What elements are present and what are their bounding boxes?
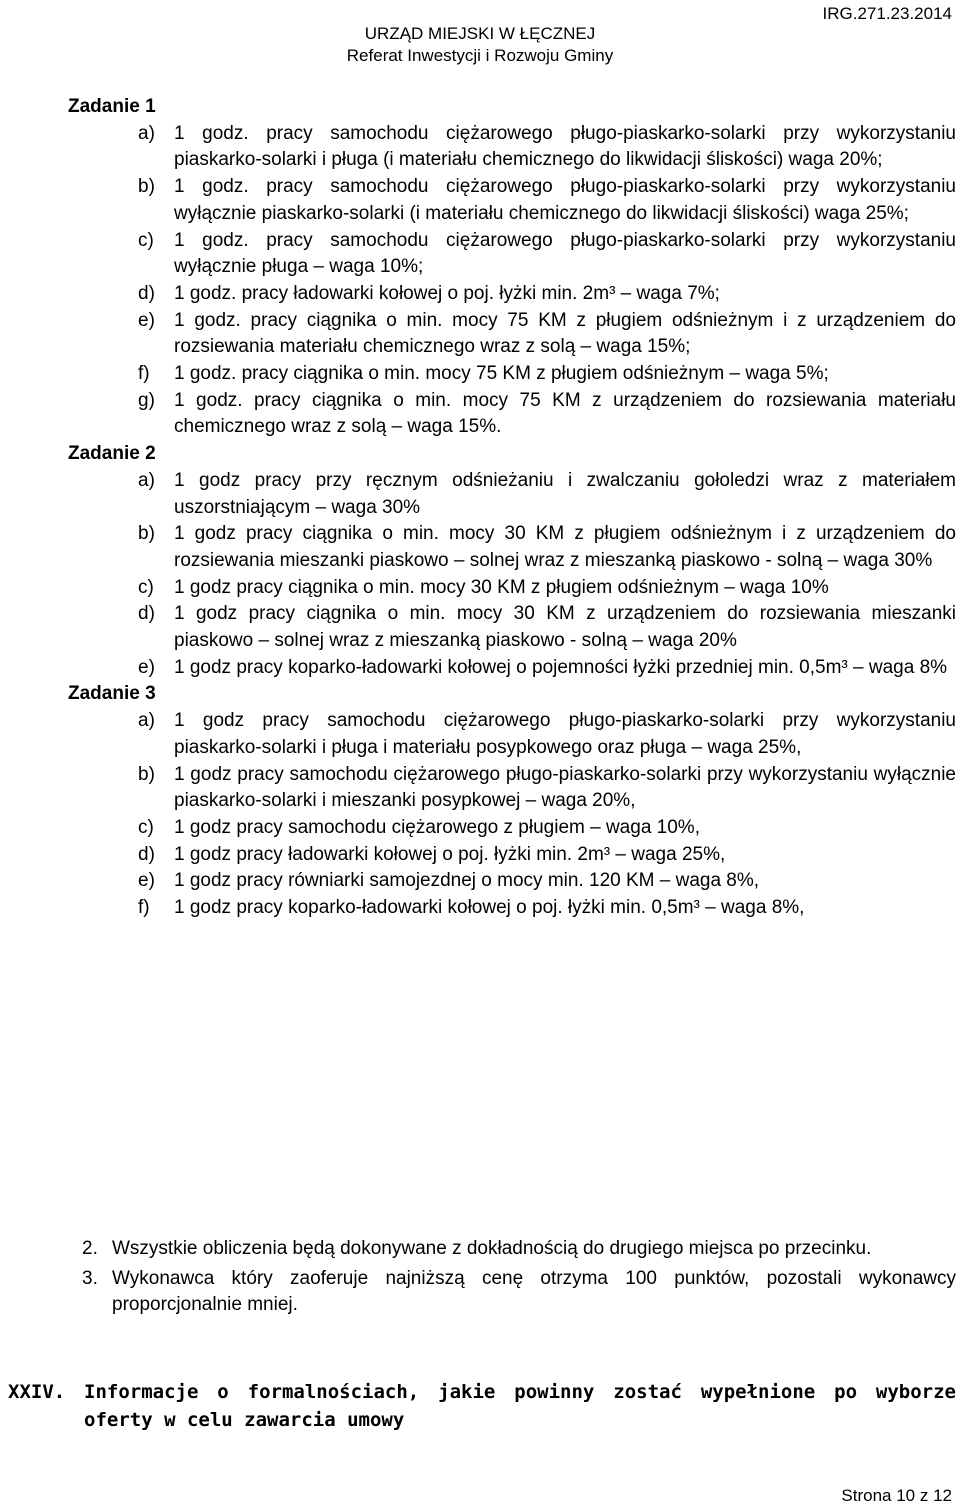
list-item (138, 174, 956, 227)
item-label: a) (138, 710, 155, 732)
numbered-item (82, 1266, 956, 1318)
item-text: 1 godz pracy przy ręcznym odśnieżaniu i zwalczaniu gołoledzi wraz z materiałem uszorstniającym – waga 30% (174, 469, 956, 518)
list-item (138, 895, 956, 922)
item-text: 1 godz pracy ciągnika o min. mocy 30 KM z pługiem odśnieżnym – waga 10% (174, 576, 829, 598)
list-item (138, 655, 956, 682)
item-label: c) (138, 816, 154, 838)
item-label: e) (138, 309, 155, 331)
numbered-list (82, 1236, 956, 1322)
list-item (138, 842, 956, 869)
list-item (138, 868, 956, 895)
numbered-item (82, 1236, 956, 1262)
task-block (68, 681, 956, 921)
section-heading (8, 1378, 956, 1434)
header-office-name: URZĄD MIEJSKI W ŁĘCZNEJ (364, 24, 596, 43)
list-item (138, 308, 956, 361)
item-label: b) (138, 763, 155, 785)
list-item (138, 708, 956, 761)
item-text: 1 godz. pracy samochodu ciężarowego pługo-piaskarko-solarki przy wykorzystaniu wyłącznie pługa – waga 10%; (174, 229, 956, 278)
item-text: 1 godz pracy koparko-ładowarki kołowej o poj. łyżki min. 0,5m³ – waga 8%, (174, 897, 805, 919)
list-item (138, 361, 956, 388)
item-label: d) (138, 282, 155, 304)
list-item (138, 281, 956, 308)
list-item (138, 121, 956, 174)
item-text: 1 godz. pracy ciągnika o min. mocy 75 KM z pługiem odśnieżnym i z urządzeniem do rozsiewania materiału chemicznego wraz z solą – waga 15%; (174, 309, 956, 358)
item-label: a) (138, 122, 155, 144)
item-text: 1 godz. pracy samochodu ciężarowego pługo-piaskarko-solarki przy wykorzystaniu piaskarko-solarki i pługa (i materiału chemicznego do likwidacji śliskości) waga 20%; (174, 122, 956, 171)
task-title: Zadanie 1 (68, 96, 156, 117)
list-item (138, 575, 956, 602)
item-text: 1 godz. pracy ładowarki kołowej o poj. łyżki min. 2m³ – waga 7%; (174, 282, 720, 304)
list-item (138, 388, 956, 441)
item-label: a) (138, 469, 155, 491)
task-block (68, 441, 956, 681)
item-text: 1 godz pracy równiarki samojezdnej o mocy min. 120 KM – waga 8%, (174, 870, 760, 892)
item-text: 1 godz pracy samochodu ciężarowego pługo-piaskarko-solarki przy wykorzystaniu piaskarko-solarki i pługa i materiału posypkowego oraz pługa – waga 25%, (174, 710, 956, 758)
section-number: XXIV. (8, 1381, 66, 1403)
list-item (138, 228, 956, 281)
item-label: d) (138, 843, 155, 865)
section-title: Informacje o formalnościach, jakie powinny zostać wypełnione po wyborze oferty w celu zawarcia umowy (84, 1381, 956, 1431)
item-label: e) (138, 870, 155, 892)
task-block (68, 94, 956, 441)
tasks-list (68, 94, 956, 922)
list-item (138, 762, 956, 815)
item-text: 1 godz pracy ładowarki kołowej o poj. łyżki min. 2m³ – waga 25%, (174, 843, 726, 865)
task-title: Zadanie 3 (68, 683, 156, 705)
item-label: f) (138, 363, 150, 385)
item-text: 1 godz. pracy samochodu ciężarowego pługo-piaskarko-solarki przy wykorzystaniu wyłącznie piaskarko-solarki (i materiału chemicznego do likwidacji śliskości) waga 25%; (174, 176, 956, 224)
item-text: 1 godz pracy ciągnika o min. mocy 30 KM z pługiem odśnieżnym i z urządzeniem do rozsiewania mieszanki piaskowo – solnej wraz z mieszanką piaskowo - solną – waga 30% (174, 523, 956, 571)
page-number: Strona 10 z 12 (841, 1486, 952, 1505)
item-label: b) (138, 523, 155, 545)
item-label: e) (138, 656, 155, 678)
numbered-item-text: Wszystkie obliczenia będą dokonywane z dokładnością do drugiego miejsca po przecinku. (112, 1238, 872, 1259)
numbered-item-label: 2. (82, 1238, 98, 1259)
list-item (138, 601, 956, 654)
item-text: 1 godz pracy ciągnika o min. mocy 30 KM z urządzeniem do rozsiewania mieszanki piaskowo – solnej wraz z mieszanką piaskowo - solną – waga 20% (174, 603, 956, 652)
item-label: f) (138, 897, 150, 919)
numbered-item-text: Wykonawca który zaoferuje najniższą cenę otrzyma 100 punktów, pozostali wykonawcy proporcjonalnie mniej. (112, 1268, 956, 1315)
numbered-item-label: 3. (82, 1268, 98, 1289)
item-label: g) (138, 389, 155, 411)
task-title: Zadanie 2 (68, 443, 156, 465)
list-item (138, 815, 956, 842)
item-text: 1 godz pracy samochodu ciężarowego z pługiem – waga 10%, (174, 816, 700, 838)
item-text: 1 godz. pracy ciągnika o min. mocy 75 KM z urządzeniem do rozsiewania materiału chemicznego wraz z solą – waga 15%. (174, 389, 956, 438)
item-label: b) (138, 176, 155, 198)
header-department-name: Referat Inwestycji i Rozwoju Gminy (346, 46, 614, 65)
item-label: c) (138, 229, 154, 251)
list-item (138, 521, 956, 574)
item-label: d) (138, 603, 155, 625)
item-text: 1 godz. pracy ciągnika o min. mocy 75 KM z pługiem odśnieżnym – waga 5%; (174, 363, 829, 385)
item-text: 1 godz pracy samochodu ciężarowego pługo-piaskarko-solarki przy wykorzystaniu wyłącznie piaskarko-solarki i mieszanki posypkowej – waga 20%, (174, 763, 956, 812)
item-text: 1 godz pracy koparko-ładowarki kołowej o pojemności łyżki przedniej min. 0,5m³ – waga 8% (174, 656, 948, 678)
document-reference: IRG.271.23.2014 (822, 4, 952, 23)
list-item (138, 468, 956, 521)
item-label: c) (138, 576, 154, 598)
